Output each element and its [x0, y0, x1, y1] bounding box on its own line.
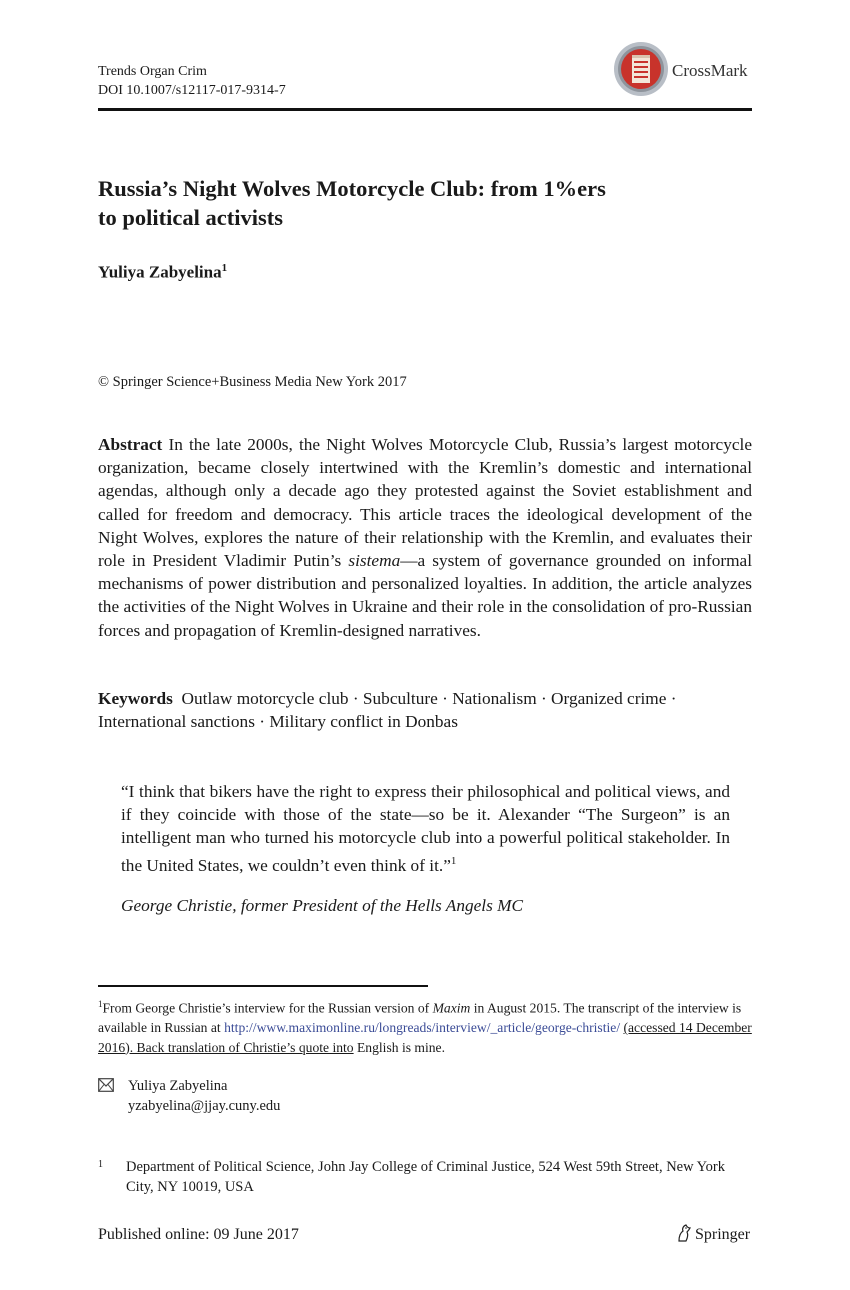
correspondence-email[interactable]: yzabyelina@jjay.cuny.edu [128, 1098, 281, 1114]
abstract [98, 433, 752, 642]
journal-info [98, 62, 286, 100]
correspondence-name: Yuliya Zabyelina [128, 1078, 228, 1094]
footnote-text-1: From George Christie’s interview for the Russian version of [102, 1000, 433, 1016]
epigraph-footnote-mark[interactable]: 1 [450, 854, 457, 867]
keywords-line-2: International sanctions · Military conflict in Donbas [98, 712, 458, 732]
abstract-italic-term: sistema [348, 551, 401, 571]
footnote [98, 995, 752, 1057]
abstract-label: Abstract [98, 435, 163, 454]
affiliation-mark: 1 [98, 1159, 103, 1170]
envelope-icon [98, 1078, 114, 1092]
journal-name: Trends Organ Crim [98, 64, 207, 79]
epigraph-attribution: George Christie, former President of the Hells Angels MC [121, 896, 524, 915]
doi: DOI 10.1007/s12117-017-9314-7 [98, 83, 286, 98]
title-line-2: to political activists [98, 205, 283, 230]
footnote-text-3: English is mine. [353, 1039, 445, 1055]
author-affil-mark: 1 [221, 262, 228, 274]
abstract-text-2: —a system of governance grounded on informal mechanisms of power distribution and personalized loyalties. In addition, the article analyzes the activities of the Night Wolves in Ukraine and their role in the consolidation of pro-Russian forces and propagation of Kremlin-designed narratives. [98, 551, 753, 640]
copyright: © Springer Science+Business Media New York 2017 [98, 374, 407, 390]
springer-horse-icon [676, 1224, 692, 1242]
affiliation-text: Department of Political Science, John Jay College of Criminal Justice, 524 West 59th Street, New York City, NY 10019, USA [126, 1159, 726, 1195]
footnote-mark: 1 [98, 999, 103, 1009]
crossmark-label: CrossMark [672, 61, 748, 80]
header-rule [98, 108, 752, 111]
publisher-name: Springer [695, 1226, 751, 1243]
footnote-underlined-text: (accessed 14 December 2016). Back translation of Christie’s quote into [98, 1020, 752, 1055]
footnote-rule [98, 985, 428, 987]
article-title [98, 174, 752, 232]
footnote-link[interactable]: http://www.maximonline.ru/longreads/interview/_article/george-christie/ [224, 1020, 621, 1036]
epigraph-text: “I think that bikers have the right to express their philosophical and political views, and if they coincide with those of the state—so be it. Alexander “The Surgeon” is an intelligent man who turned his motorcycle club into a powerful political stakeholder. In the United States, we couldn’t even think of it.” [121, 782, 730, 875]
keywords-label: Keywords [98, 689, 173, 708]
keywords-line-1: Outlaw motorcycle club · Subculture · Nationalism · Organized crime · [181, 689, 677, 708]
published-date: Published online: 09 June 2017 [98, 1226, 299, 1243]
title-line-1: Russia’s Night Wolves Motorcycle Club: from 1%ers [98, 176, 606, 201]
crossmark-badge[interactable] [612, 40, 762, 98]
footnote-italic: Maxim [432, 1000, 471, 1016]
crossmark-icon [612, 40, 670, 98]
epigraph-quote [121, 780, 730, 877]
keywords [98, 687, 752, 733]
author-name: Yuliya Zabyelina [98, 262, 222, 282]
author [98, 262, 227, 283]
abstract-text-1: In the late 2000s, the Night Wolves Motorcycle Club, Russia’s largest motorcycle organization, became closely intertwined with the Kremlin’s domestic and international agendas, although only a decade ago they protested against the Soviet establishment and called for freedom and democracy. This article traces the ideological development of the Night Wolves, explores the nature of their relationship with the Kremlin, and evaluates their role in President Vladimir Putin’s [98, 435, 752, 571]
footnote-text-2: in August 2015. The transcript of the interview is available in Russian at [98, 1000, 742, 1036]
publisher-logo [676, 1224, 750, 1246]
